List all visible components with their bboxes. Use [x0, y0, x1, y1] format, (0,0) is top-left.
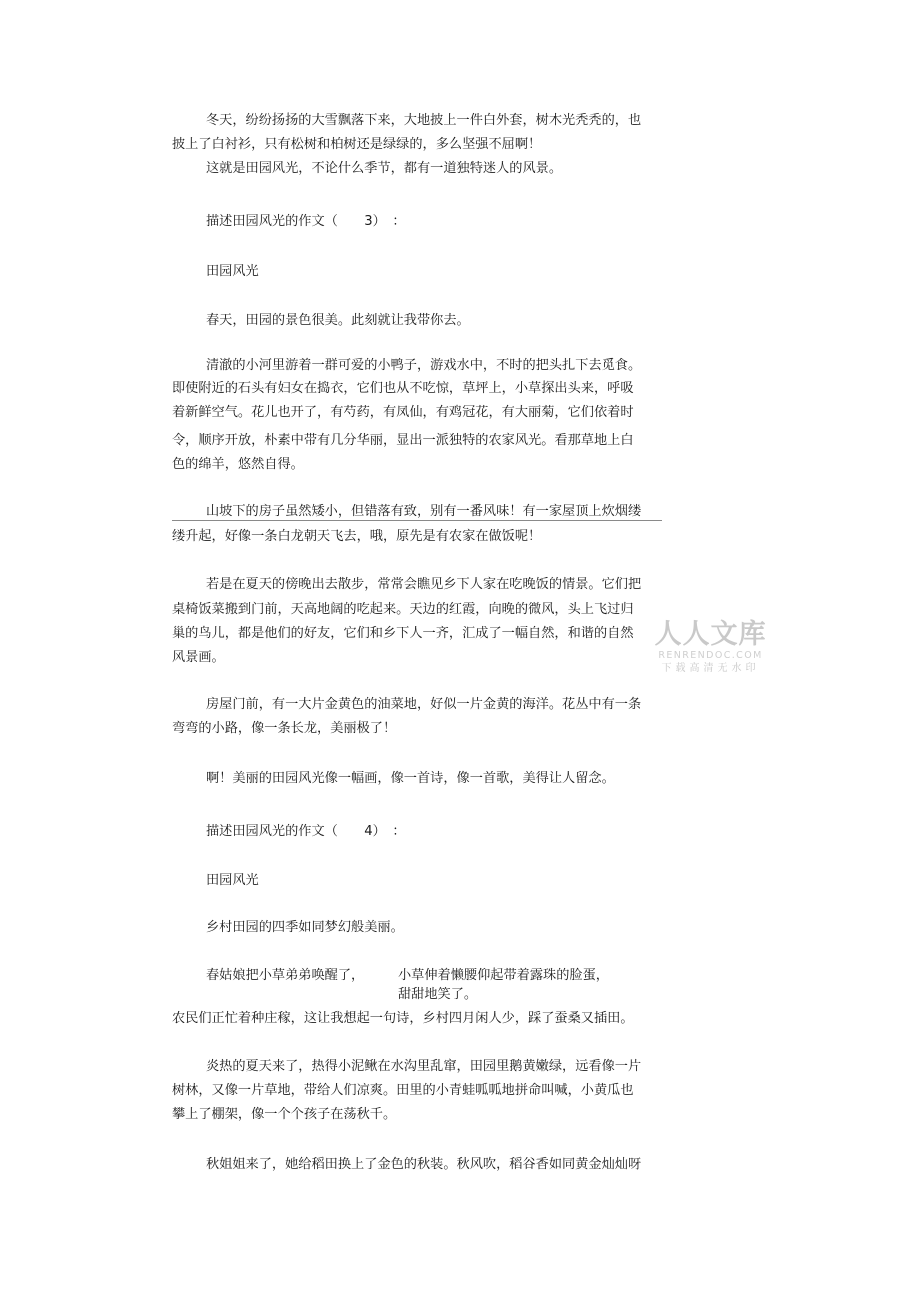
text-line: 披上了白衬衫，只有松树和柏树还是绿绿的，多么坚强不屈啊！: [172, 137, 542, 152]
text-line: 小草伸着懒腰仰起带着露珠的脸蛋，: [398, 968, 609, 983]
text-line: 巢的鸟儿，都是他们的好友，它们和乡下人一齐，汇成了一幅自然，和谐的自然: [172, 626, 634, 641]
watermark-subtitle: 下载高清无水印: [661, 663, 760, 674]
section-title: 田园风光: [206, 873, 259, 888]
text-line: 炎热的夏天来了，热得小泥鳅在水沟里乱窜，田园里鹅黄嫩绿，远看像一片: [206, 1059, 642, 1074]
text-line: 令，顺序开放，朴素中带有几分华丽，显出一派独特的农家风光。看那草地上白: [172, 433, 634, 448]
text-line: 桌椅饭菜搬到门前，天高地阔的吃起来。天边的红霞，向晚的微风，头上飞过归: [172, 602, 634, 617]
text-line: 即使附近的石头有妇女在捣衣，它们也从不吃惊，草坪上，小草探出头来，呼吸: [172, 381, 634, 396]
section-heading: 描述田园风光的作文（ 4） ：: [206, 824, 406, 839]
watermark: [648, 620, 773, 675]
text-line: 啊！美丽的田园风光像一幅画，像一首诗，像一首歌，美得让人留念。: [206, 771, 615, 786]
watermark-title: 人人文库: [654, 619, 767, 650]
watermark-url: RENRENDOC.COM: [658, 650, 763, 661]
text-line: 房屋门前，有一大片金黄色的油菜地，好似一片金黄的海洋。花丛中有一条: [206, 697, 642, 712]
section-heading: 描述田园风光的作文（ 3） ：: [206, 214, 406, 229]
text-line: 树林，又像一片草地，带给人们凉爽。田里的小青蛙呱呱地拼命叫喊，小黄瓜也: [172, 1083, 634, 1098]
text-line: 山坡下的房子虽然矮小，但错落有致，别有一番风味！有一家屋顶上炊烟缕: [206, 504, 642, 519]
text-line: 若是在夏天的傍晚出去散步，常常会瞧见乡下人家在吃晚饭的情景。它们把: [206, 577, 642, 592]
text-line: 农民们正忙着种庄稼，这让我想起一句诗，乡村四月闲人少，踩了蚕桑又插田。: [172, 1011, 634, 1026]
section-title: 田园风光: [206, 264, 259, 279]
text-line: 缕升起，好像一条白龙朝天飞去，哦，原先是有农家在做饭呢！: [172, 529, 542, 544]
text-line: 冬天，纷纷扬扬的大雪飘落下来，大地披上一件白外套，树木光秃秃的，也: [206, 113, 642, 128]
text-line: 清澈的小河里游着一群可爱的小鸭子，游戏水中，不时的把头扎下去觅食。: [206, 358, 642, 373]
text-line: 秋姐姐来了，她给稻田换上了金色的秋装。秋风吹，稻谷香如同黄金灿灿呀: [206, 1157, 642, 1172]
horizontal-rule: [172, 520, 662, 521]
text-line: 风景画。: [172, 650, 225, 665]
text-line: 攀上了棚架，像一个个孩子在荡秋千。: [172, 1107, 397, 1122]
text-line: 春天，田园的景色很美。此刻就让我带你去。: [206, 313, 470, 328]
text-line: 春姑娘把小草弟弟唤醒了，: [206, 968, 365, 983]
text-line: 这就是田园风光，不论什么季节，都有一道独特迷人的风景。: [206, 161, 563, 176]
text-line: 甜甜地笑了。: [398, 987, 478, 1002]
text-line: 着新鲜空气。花儿也开了，有芍药，有凤仙，有鸡冠花，有大丽菊，它们依着时: [172, 405, 634, 420]
text-line: 弯弯的小路，像一条长龙，美丽极了！: [172, 721, 397, 736]
text-line: 色的绵羊，悠然自得。: [172, 457, 304, 472]
text-line: 乡村田园的四季如同梦幻般美丽。: [206, 920, 404, 935]
